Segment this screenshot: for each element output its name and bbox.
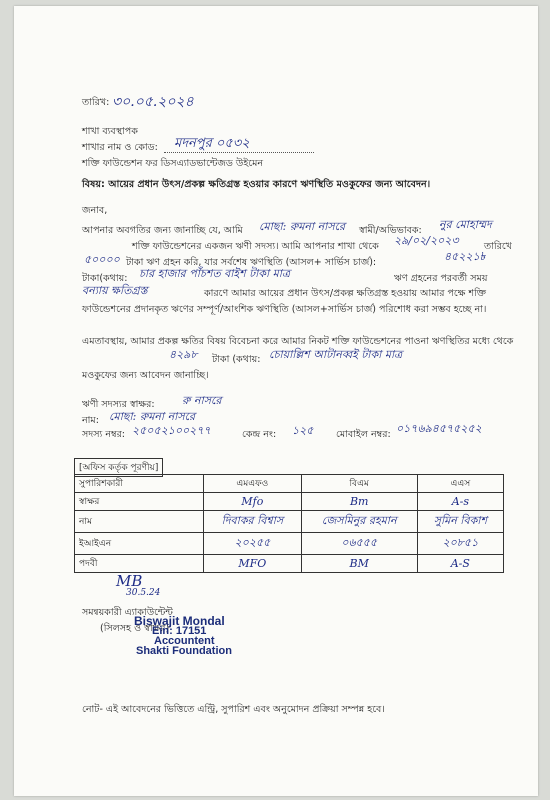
- date-value: ৩০.০৫.২০২৪: [112, 94, 194, 110]
- table-header: এমএফও: [204, 475, 302, 493]
- foundation-name: শক্তি ফাউন্ডেশন ফর ডিসএ্যাডভান্টেজড উইমেন: [82, 158, 264, 169]
- body-text-1c: শক্তি ফাউন্ডেশনের একজন ঋণী সদস্য। আমি আপনার শাখা থেকে: [132, 241, 379, 252]
- reason-hw: বন্যায় ক্ষতিগ্রস্ত: [82, 284, 148, 297]
- row-label: নাম: [75, 511, 204, 533]
- guardian-name-hw: নুর মোহাম্মদ: [439, 218, 492, 231]
- table-header: বিএম: [301, 475, 417, 493]
- table-row: [75, 555, 504, 573]
- body-text-1d: তারিখে: [484, 241, 512, 252]
- body-text-1e: টাকা ঋণ গ্রহন করি, যার সর্বশেষ ঋণস্থিতি (আসল+ সার্ভিস চার্জ):: [126, 257, 377, 268]
- mobile-hw: ০১৭৬৯৪৫৭৫২৫২: [396, 422, 482, 435]
- stamp-org: Shakti Foundation: [136, 645, 232, 657]
- stamp-title: Accountent: [154, 635, 215, 647]
- bm-signature: Bm: [349, 495, 369, 508]
- balance-words-hw: চার হাজার পাঁচশত বাইশ টাকা মাত্র: [139, 267, 291, 280]
- office-use-label: [অফিস কর্তৃক পূরণীয়]: [74, 458, 163, 477]
- body-text-1f: টাকা(কথায়:: [82, 273, 128, 284]
- approver-initials: MB: [116, 572, 143, 590]
- application-form: [14, 6, 538, 796]
- body-text-1g: ঋণ গ্রহনের পরবর্তী সময়: [394, 273, 488, 284]
- loan-date-hw: ২৯/০২/২০২৩: [394, 234, 459, 247]
- borrower-name-label: নাম:: [82, 415, 99, 426]
- as-name: সুমিন বিকাশ: [433, 514, 487, 527]
- mfo-ein: ২০২৫৫: [234, 536, 271, 549]
- borrower-sign-label: ঋণী সদস্যর স্বাক্ষর:: [82, 399, 155, 410]
- bm-designation: BM: [349, 557, 369, 570]
- waive-amount-hw: ৪২৯৮: [169, 348, 198, 361]
- borrower-name-hw: মোছা: রুমনা নাসরে: [109, 410, 196, 423]
- stamp-name: Biswajit Mondal: [134, 614, 225, 628]
- subject-line: বিষয়: আয়ের প্রধান উৎস/প্রকল্প ক্ষতিগ্রস্ত হওয়ার কারণে ঋণস্থিতি মওকুফের জন্য আবেদন।: [82, 179, 431, 190]
- table-header: এএস: [417, 475, 503, 493]
- center-no-label: কেন্দ্র নং:: [242, 429, 277, 440]
- body-text-1b: স্বামী/অভিভাবক:: [359, 225, 422, 236]
- as-ein: ২০৮৫১: [442, 536, 479, 549]
- row-label: পদবী: [75, 555, 204, 573]
- mfo-name: দিবাকর বিশ্বাস: [221, 514, 284, 527]
- table-row: [75, 511, 504, 533]
- member-name-hw: মোছা: রুমনা নাসরে: [259, 220, 346, 233]
- row-label: ইআইএন: [75, 533, 204, 555]
- accountant-stamp: [134, 616, 232, 656]
- branch-label: শাখার নাম ও কোড:: [82, 142, 158, 153]
- as-signature: A-s: [451, 495, 469, 508]
- mfo-signature: Mfo: [241, 495, 264, 508]
- table-header-row: [75, 475, 504, 493]
- approver-title: সমন্বয়কারী এ্যাকাউন্টেন্ট: [82, 607, 173, 618]
- row-label: স্বাক্ষর: [75, 493, 204, 511]
- date-label: তারিখ:: [82, 97, 110, 108]
- center-no-hw: ১২৫: [292, 424, 314, 437]
- table-header: সুপারিশকারী: [75, 475, 204, 493]
- as-designation: A-S: [450, 557, 470, 570]
- approver-date: 30.5.24: [126, 588, 161, 598]
- body-text-1h: কারণে আমার আয়ের প্রধান উৎস/প্রকল্প ক্ষতিগ্রস্ত হওয়ায় আমার পক্ষে শক্তি ফাউন্ডেশনের প্রদানকৃত ঋণের সম্পূর্ণ/আংশিক ঋণস্থিতি (আসল+সার্ভিস চার্জ) পরিশোধ করা সম্ভব হচ্ছে না।: [82, 288, 487, 315]
- addressee-title: শাখা ব্যবস্থাপক: [82, 126, 138, 137]
- member-no-label: সদস্য নম্বর:: [82, 429, 126, 440]
- borrower-signature: রু নাসরে: [182, 394, 222, 407]
- body-text-1a: আপনার অবগতির জন্য জানাচ্ছি যে, আমি: [82, 225, 243, 236]
- mobile-label: মোবাইল নম্বর:: [336, 429, 391, 440]
- stamp-ein: Ein: 17151: [152, 625, 207, 637]
- body-text-2c: মওকুফের জন্য আবেদন জানাচ্ছি।: [82, 370, 209, 381]
- mfo-designation: MFO: [238, 557, 267, 570]
- body-text-2a: এমতাবস্থায়, আমার প্রকল্প ক্ষতির বিষয় বিবেচনা করে আমার নিকট শক্তি ফাউন্ডেশনের পাওনা ঋণস্থিতির মধ্যে থেকে: [82, 336, 514, 347]
- table-row: [75, 533, 504, 555]
- body-text-2b: টাকা (কথায়:: [212, 354, 261, 365]
- footnote: নোট- এই আবেদনের ভিত্তিতে এন্ট্রি, সুপারিশ এবং অনুমোদন প্রক্রিয়া সম্পন্ন হবে।: [82, 704, 385, 715]
- table-row: [75, 493, 504, 511]
- loan-amount-hw: ৫০০০০: [84, 253, 120, 266]
- bm-ein: ০৬৫৫৫: [341, 536, 378, 549]
- bm-name: জেসমিনুর রহমান: [321, 514, 397, 527]
- office-signature-table: [74, 474, 504, 573]
- salutation: জনাব,: [82, 205, 108, 216]
- approver-seal-note: (সিলসহ ও স্বাক্ষর): [100, 623, 170, 634]
- branch-value: মদনপুর ০৫৩২: [174, 136, 250, 151]
- waive-words-hw: চোয়াল্লিশ আটানব্বই টাকা মাত্র: [269, 348, 403, 361]
- balance-hw: ৪৫২২১৳: [444, 250, 486, 263]
- member-no-hw: ২৫০৫২১০০২৭৭: [132, 424, 211, 437]
